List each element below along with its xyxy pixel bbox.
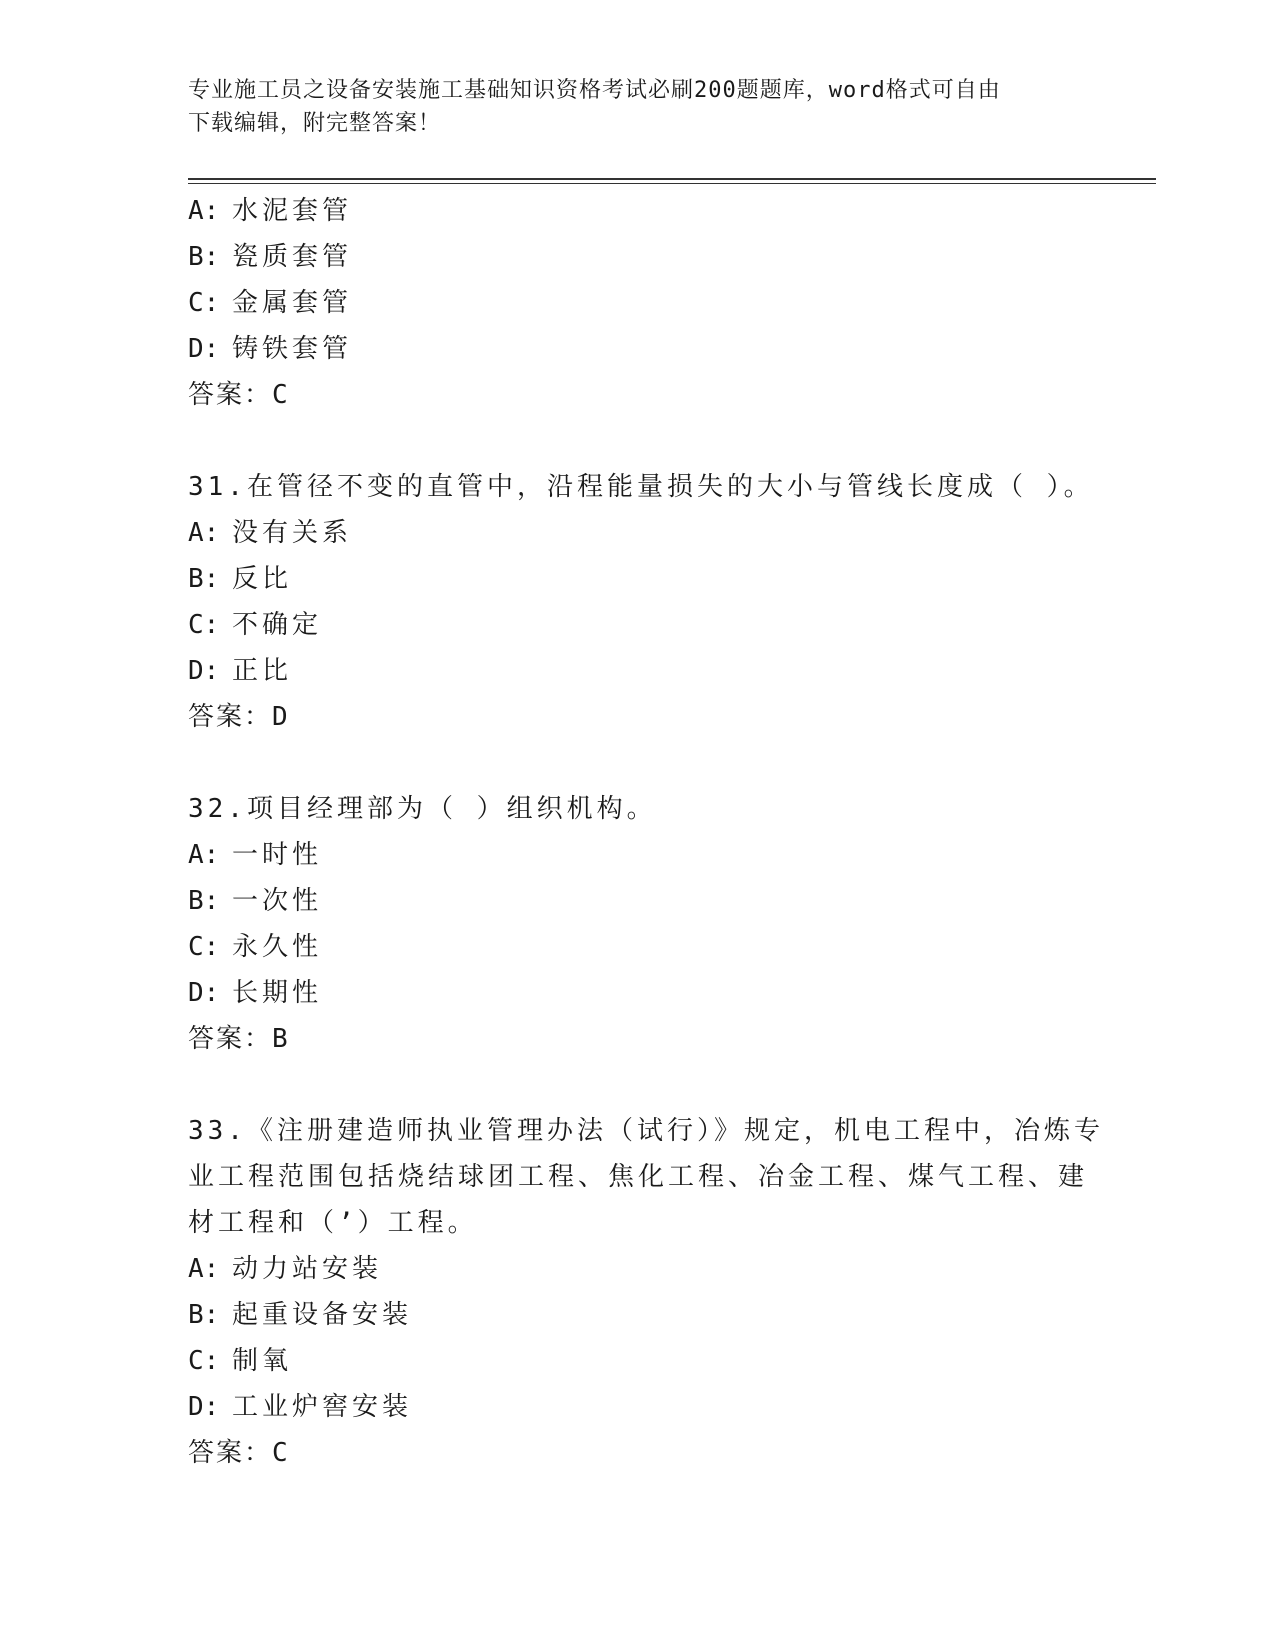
header-line-2: 下载编辑，附完整答案！: [188, 111, 442, 136]
question-stem-line-2: 业工程范围包括烧结球团工程、焦化工程、冶金工程、煤气工程、建: [188, 1162, 1089, 1192]
option-d: D: 工业炉窖安装: [188, 1392, 413, 1422]
header-divider-thick: [188, 178, 1156, 180]
answer-line: 答案：C: [188, 380, 290, 410]
header-divider-thin: [188, 183, 1156, 184]
question-31: [188, 464, 1094, 740]
answer-key: C: [272, 1438, 290, 1468]
question-list: [188, 188, 1104, 1476]
option-c: C: 永久性: [188, 932, 323, 962]
option-d: D: 长期性: [188, 978, 323, 1008]
answer-key: B: [272, 1024, 290, 1054]
question-spacer: [188, 418, 1088, 464]
option-c: C: 不确定: [188, 610, 323, 640]
question-stem-line-1: 33.《注册建造师执业管理办法（试行）》规定，机电工程中，冶炼专: [188, 1116, 1104, 1146]
question-spacer: [188, 740, 1088, 786]
option-a: A: 水泥套管: [188, 196, 353, 226]
option-c: C: 金属套管: [188, 288, 353, 318]
option-a: A: 动力站安装: [188, 1254, 383, 1284]
question-stem: 31.在管径不变的直管中，沿程能量损失的大小与管线长度成（ ）。: [188, 472, 1094, 502]
question-stem-line-3: 材工程和（’）工程。: [188, 1208, 478, 1238]
question-32: [188, 786, 1088, 1062]
option-b: B: 反比: [188, 564, 293, 594]
option-d: D: 铸铁套管: [188, 334, 353, 364]
question-spacer: [188, 1062, 1088, 1108]
answer-key: C: [272, 380, 290, 410]
option-b: B: 一次性: [188, 886, 323, 916]
option-d: D: 正比: [188, 656, 293, 686]
header-line-1: 专业施工员之设备安装施工基础知识资格考试必刷200题题库，word格式可自由: [188, 78, 1001, 103]
question-30: [188, 188, 1088, 418]
option-b: B: 起重设备安装: [188, 1300, 413, 1330]
option-c: C: 制氧: [188, 1346, 293, 1376]
document-header: [188, 74, 1068, 140]
question-stem: 32.项目经理部为（ ）组织机构。: [188, 794, 657, 824]
answer-key: D: [272, 702, 290, 732]
answer-line: 答案：C: [188, 1438, 290, 1468]
answer-line: 答案：D: [188, 702, 290, 732]
option-a: A: 没有关系: [188, 518, 353, 548]
question-33: [188, 1108, 1104, 1476]
answer-line: 答案：B: [188, 1024, 290, 1054]
option-b: B: 瓷质套管: [188, 242, 353, 272]
option-a: A: 一时性: [188, 840, 323, 870]
